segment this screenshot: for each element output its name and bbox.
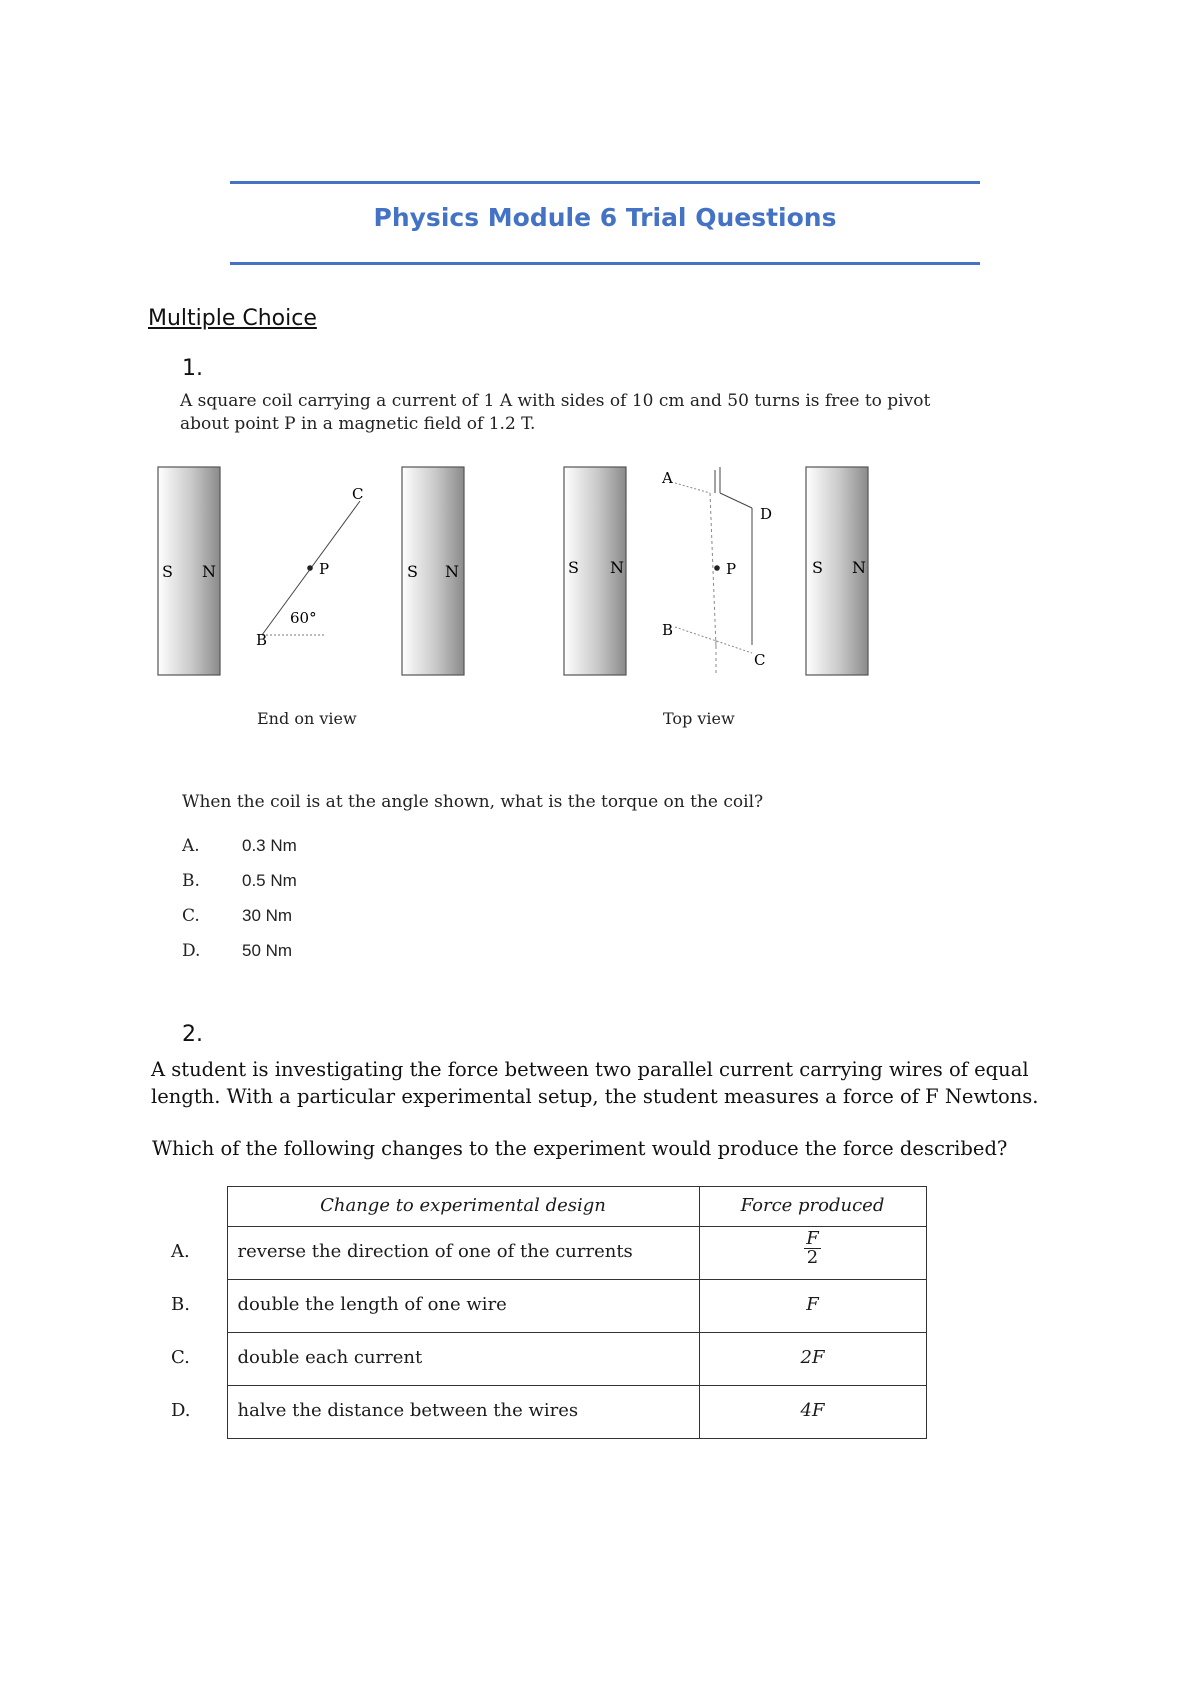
row-b-force: F bbox=[699, 1280, 926, 1333]
table-row bbox=[155, 1386, 926, 1439]
row-a-force bbox=[699, 1227, 926, 1280]
end-right-n-label: N bbox=[445, 562, 459, 581]
point-b-label: B bbox=[256, 631, 268, 649]
point-p-dot bbox=[307, 565, 313, 571]
page-title: Physics Module 6 Trial Questions bbox=[373, 203, 837, 232]
q1-figure bbox=[150, 455, 890, 745]
row-d-force: 4F bbox=[699, 1386, 926, 1439]
top-point-p-dot bbox=[714, 565, 720, 571]
end-view-caption: End on view bbox=[257, 709, 357, 728]
header-top-rule bbox=[230, 181, 980, 184]
top-point-c-label: C bbox=[754, 651, 766, 669]
top-point-d-label: D bbox=[760, 505, 773, 523]
q2-question: Which of the following changes to the experiment would produce the force described? bbox=[152, 1137, 1008, 1160]
q1-question: When the coil is at the angle shown, what is the torque on the coil? bbox=[182, 792, 764, 812]
end-left-n-label: N bbox=[202, 562, 216, 581]
top-left-n-label: N bbox=[610, 558, 624, 577]
header-bottom-rule bbox=[230, 262, 980, 265]
end-left-s-label: S bbox=[162, 562, 173, 581]
section-title: Multiple Choice bbox=[148, 306, 317, 331]
q2-number: 2. bbox=[182, 1022, 203, 1047]
q2-stem-line2: length. With a particular experimental setup, the student measures a force of F Newtons. bbox=[151, 1085, 1039, 1108]
point-c-label: C bbox=[352, 485, 364, 503]
row-c-force: 2F bbox=[699, 1333, 926, 1386]
top-right-n-label: N bbox=[852, 558, 866, 577]
q1-option-c-letter: C. bbox=[182, 906, 200, 926]
q1-number: 1. bbox=[182, 356, 203, 381]
header-force: Force produced bbox=[699, 1187, 926, 1227]
top-view-diagram bbox=[564, 467, 868, 675]
row-b-letter: B. bbox=[171, 1293, 190, 1315]
row-d-letter: D. bbox=[171, 1399, 191, 1421]
top-left-s-label: S bbox=[568, 558, 579, 577]
table-row bbox=[155, 1227, 926, 1280]
q1-option-d-text: 50 Nm bbox=[242, 941, 293, 960]
top-point-p-label: P bbox=[726, 560, 737, 578]
row-a-change: reverse the direction of one of the currents bbox=[227, 1227, 699, 1280]
point-p-label: P bbox=[319, 560, 330, 578]
q1-stem-line2: about point P in a magnetic field of 1.2 T. bbox=[180, 414, 536, 434]
row-b-change: double the length of one wire bbox=[227, 1280, 699, 1333]
q1-stem-line1: A square coil carrying a current of 1 A with sides of 10 cm and 50 turns is free to pivot bbox=[180, 391, 931, 411]
table-row bbox=[155, 1280, 926, 1333]
q1-option-a-letter: A. bbox=[182, 836, 200, 856]
top-right-s-label: S bbox=[812, 558, 823, 577]
q1-option-d-letter: D. bbox=[182, 941, 201, 961]
row-d-change: halve the distance between the wires bbox=[227, 1386, 699, 1439]
top-point-b-label: B bbox=[662, 621, 674, 639]
top-point-a-label: A bbox=[662, 469, 673, 487]
top-view-caption: Top view bbox=[663, 709, 735, 728]
q2-stem-line1: A student is investigating the force between two parallel current carrying wires of equal bbox=[151, 1058, 1029, 1081]
q1-option-a-text: 0.3 Nm bbox=[242, 836, 297, 855]
q2-table bbox=[155, 1186, 927, 1439]
row-c-change: double each current bbox=[227, 1333, 699, 1386]
q1-option-c-text: 30 Nm bbox=[242, 906, 293, 925]
end-view-diagram bbox=[158, 467, 464, 675]
end-right-s-label: S bbox=[407, 562, 418, 581]
table-row bbox=[155, 1333, 926, 1386]
header-change: Change to experimental design bbox=[227, 1187, 699, 1227]
row-a-letter: A. bbox=[171, 1240, 190, 1262]
q1-option-b-text: 0.5 Nm bbox=[242, 871, 297, 890]
q1-option-b-letter: B. bbox=[182, 871, 200, 891]
angle-label: 60° bbox=[290, 609, 317, 627]
table-header-row bbox=[155, 1187, 926, 1227]
fraction-f-over-2: $\frac{F}{2}$ bbox=[806, 1228, 819, 1268]
row-c-letter: C. bbox=[171, 1346, 190, 1368]
